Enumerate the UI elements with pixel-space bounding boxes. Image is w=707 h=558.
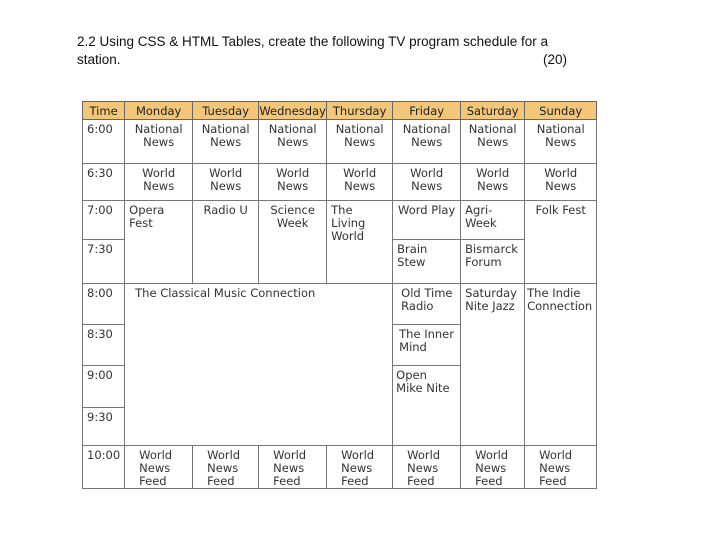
program-cell: World News [259, 164, 327, 201]
program-cell: National News [327, 120, 393, 164]
time-cell: 10:00 [83, 446, 125, 489]
time-cell: 9:00 [83, 366, 125, 408]
header-friday: Friday [393, 102, 461, 120]
program-cell: Radio U [193, 201, 259, 284]
program-cell: World News Feed [461, 446, 525, 489]
program-cell: Opera Fest [125, 201, 193, 284]
time-cell: 7:00 [83, 201, 125, 240]
program-cell: World News [525, 164, 597, 201]
program-cell: Agri-Week [461, 201, 525, 240]
program-cell: World News [461, 164, 525, 201]
time-cell: 8:30 [83, 325, 125, 366]
program-cell: World News Feed [259, 446, 327, 489]
program-cell: World News [193, 164, 259, 201]
program-cell: Science Week [259, 201, 327, 284]
header-thursday: Thursday [327, 102, 393, 120]
program-cell: World News Feed [393, 446, 461, 489]
program-cell: National News [125, 120, 193, 164]
program-cell: The Living World [327, 201, 393, 284]
question-line-2: station. [77, 52, 121, 67]
program-cell: Old Time Radio [393, 284, 461, 325]
program-cell: National News [259, 120, 327, 164]
program-cell: World News Feed [525, 446, 597, 489]
question-marks: (20) [542, 52, 567, 67]
header-monday: Monday [125, 102, 193, 120]
question-text [77, 33, 567, 69]
program-cell: National News [393, 120, 461, 164]
header-tuesday: Tuesday [193, 102, 259, 120]
program-cell: World News Feed [327, 446, 393, 489]
time-cell: 8:00 [83, 284, 125, 325]
program-cell: World News [327, 164, 393, 201]
program-cell: National News [461, 120, 525, 164]
time-cell: 9:30 [83, 408, 125, 446]
header-wednesday: Wednesday [259, 103, 326, 118]
program-cell: Open Mike Nite [393, 366, 461, 446]
program-cell: National News [193, 120, 259, 164]
time-cell: 7:30 [83, 240, 125, 284]
program-cell: World News [393, 164, 461, 201]
time-cell: 6:00 [83, 120, 125, 164]
tv-schedule-table [82, 101, 597, 489]
program-cell: World News Feed [193, 446, 259, 489]
program-cell: National News [525, 120, 597, 164]
program-cell: Saturday Nite Jazz [461, 284, 525, 446]
program-cell: The Indie Connection [525, 284, 597, 446]
header-saturday: Saturday [461, 102, 525, 120]
program-cell: Bismarck Forum [461, 240, 525, 284]
program-cell: The Inner Mind [393, 325, 461, 366]
program-cell: The Classical Music Connection [125, 284, 393, 446]
program-cell: Folk Fest [525, 201, 597, 284]
time-cell: 6:30 [83, 164, 125, 201]
header-time: Time [83, 102, 125, 120]
program-cell: Word Play [393, 201, 461, 240]
program-cell: Brain Stew [393, 240, 461, 284]
program-cell: World News Feed [125, 446, 193, 489]
question-line-1: 2.2 Using CSS & HTML Tables, create the following TV program schedule for a [77, 34, 548, 49]
program-cell: World News [125, 164, 193, 201]
header-sunday: Sunday [525, 102, 597, 120]
